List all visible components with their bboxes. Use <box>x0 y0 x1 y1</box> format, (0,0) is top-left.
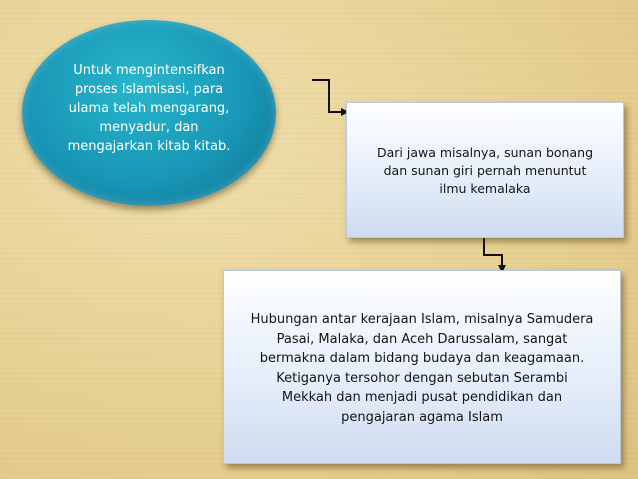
oval-node-text: Untuk mengintensifkan proses Islamisasi, para ulama telah mengarang, menyadur, dan mengajarkan kitab kitab. <box>67 62 231 154</box>
box-node-1 <box>346 102 624 238</box>
box-node-1-text: Dari jawa misalnya, sunan bonang dan sunan giri pernah menuntut ilmu kemalaka <box>376 145 593 196</box>
connector-box1-to-box2 <box>484 238 502 269</box>
oval-node <box>22 20 276 206</box>
connector-oval-to-box1 <box>312 80 345 112</box>
box-node-2 <box>223 270 621 464</box>
box-node-2-text: Hubungan antar kerajaan Islam, misalnya Samudera Pasai, Malaka, dan Aceh Darussalam, sangat bermakna dalam bidang budaya dan keagamaan. Ketiganya tersohor dengan sebutan Serambi Mekkah dan menjadi pusat pendidikan dan pengajaran agama Islam <box>250 312 594 425</box>
